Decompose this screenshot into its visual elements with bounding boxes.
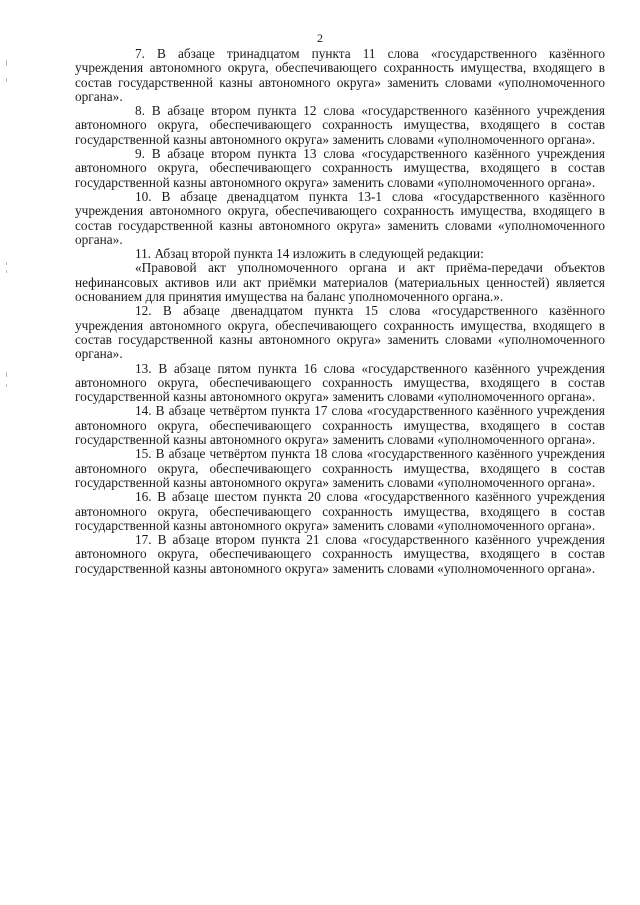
paragraph-17: 17. В абзаце втором пункта 21 слова «государственного казённого учреждения автономного округа, обеспечивающего сохранность имущества, входящего в состав государственной казны автономного округа» заменить словами «уполномоченного органа». — [75, 532, 605, 576]
paragraph-8: 8. В абзаце втором пункта 12 слова «государственного казённого учреждения автономного округа, обеспечивающего сохранность имущества, входящего в состав государственной казны автономного округа» заменить словами «уполномоченного органа». — [75, 103, 605, 147]
paragraph-15: 15. В абзаце четвёртом пункта 18 слова «государственного казённого учреждения автономного округа, обеспечивающего сохранность имущества, входящего в состав государственной казны автономного округа» заменить словами «уполномоченного органа». — [75, 446, 605, 490]
scan-edge-marks — [6, 0, 8, 905]
document-body — [75, 47, 605, 576]
scan-mark — [6, 262, 7, 265]
paragraph-11: 11. Абзац второй пункта 14 изложить в следующей редакции: — [135, 246, 484, 262]
paragraph-14: 14. В абзаце четвёртом пункта 17 слова «государственного казённого учреждения автономного округа, обеспечивающего сохранность имущества, входящего в состав государственной казны автономного округа» заменить словами «уполномоченного органа». — [75, 403, 605, 448]
paragraph-12: 12. В абзаце двенадцатом пункта 15 слова «государственного казённого учреждения автономного округа, обеспечивающего сохранность имущества, входящего в состав государственной казны автономного округа» заменить словами «уполномоченного органа». — [75, 303, 605, 362]
paragraph-9: 9. В абзаце втором пункта 13 слова «государственного казённого учреждения автономного округа, обеспечивающего сохранность имущества, входящего в состав государственной казны автономного округа» заменить словами «уполномоченного органа». — [75, 146, 605, 190]
scan-mark — [6, 78, 7, 82]
scan-mark — [6, 270, 7, 273]
scan-mark — [6, 372, 7, 377]
paragraph-10: 10. В абзаце двенадцатом пункта 13-1 слова «государственного казённого учреждения автономного округа, обеспечивающего сохранность имущества, входящего в состав государственной казны автономного округа» заменить словами «уполномоченного органа». — [75, 188, 605, 247]
paragraph-11-quote: «Правовой акт уполномоченного органа и акт приёма-передачи объектов нефинансовых активов или акт приёмки материалов (материальных ценностей) является основанием для принятия имущества на баланс уполномоченного органа.». — [75, 260, 605, 305]
scan-mark — [6, 384, 7, 387]
scan-mark — [6, 60, 7, 66]
paragraph-16: 16. В абзаце шестом пункта 20 слова «государственного казённого учреждения автономного округа, обеспечивающего сохранность имущества, входящего в состав государственной казны автономного округа» заменить словами «уполномоченного органа». — [75, 489, 605, 533]
paragraph-7: 7. В абзаце тринадцатом пункта 11 слова «государственного казённого учреждения автономного округа, обеспечивающего сохранность имущества, входящего в состав государственной казны автономного округа» заменить словами «уполномоченного органа». — [75, 46, 605, 104]
page-number: 2 — [317, 31, 323, 45]
paragraph-13: 13. В абзаце пятом пункта 16 слова «государственного казённого учреждения автономного округа, обеспечивающего сохранность имущества, входящего в состав государственной казны автономного округа» заменить словами «уполномоченного органа». — [75, 360, 605, 405]
